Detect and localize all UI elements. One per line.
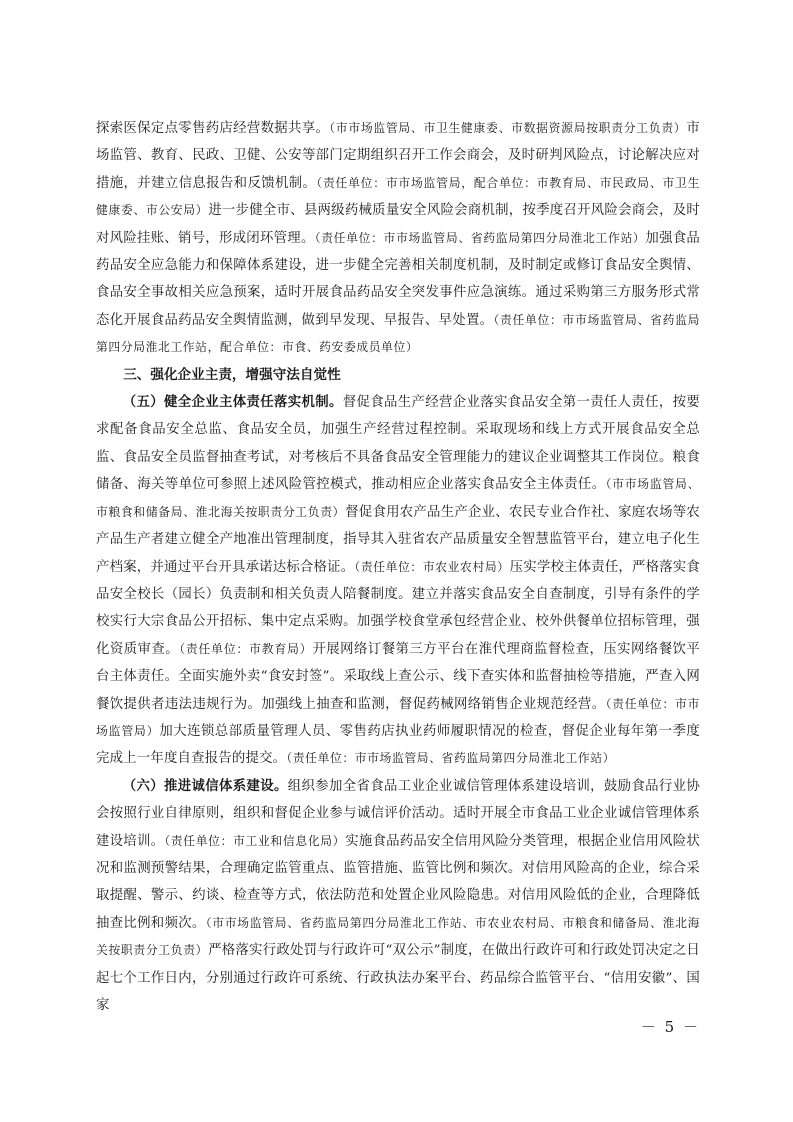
document-body (96, 115, 700, 1019)
paragraph-subsection-6: （六）推进诚信体系建设。组织参加全省食品工业企业诚信管理体系建设培训，鼓励食品行业协会按照行业自律原则，组织和督促企业参与诚信评价活动。适时开展全市食品工业企业诚信管理体系建设培训。（责任单位：市工业和信息化局）实施食品药品安全信用风险分类管理，根据企业信用风险状况和监测预警结果，合理确定监管重点、监管措施、监管比例和频次。对信用风险高的企业，综合采取提醒、警示、约谈、检查等方式，依法防范和处置企业风险隐患。对信用风险低的企业，合理降低抽查比例和频次。（市市场监管局、省药监局第四分局淮北工作站、市农业农村局、市粮食和储备局、淮北海关按职责分工负责）严格落实行政处罚与行政许可“双公示”制度，在做出行政许可和行政处罚决定之日起七个工作日内，分别通过行政许可系统、行政执法办案平台、药品综合监管平台、“信用安徽”、国家 (96, 777, 701, 1013)
subsection-title: （六）推进诚信体系建设。 (122, 777, 288, 794)
section-heading: 三、强化企业主责，增强守法自觉性 (123, 366, 341, 383)
paragraph-continuation: 探索医保定点零售药店经营数据共享。（市市场监管局、市卫生健康委、市数据资源局按职责分工负责）市场监管、教育、民政、卫健、公安等部门定期组织召开工作会商会，及时研判风险点，讨论解决应对措施，并建立信息报告和反馈机制。（责任单位：市市场监管局，配合单位：市教育局、市民政局、市卫生健康委、市公安局）进一步健全市、县两级药械质量安全风险会商机制，按季度召开风险会商会，及时对风险挂账、销号，形成闭环管理。（责任单位：市市场监管局、省药监局第四分局淮北工作站）加强食品药品安全应急能力和保障体系建设，进一步健全完善相关制度机制，及时制定或修订食品安全舆情、食品安全事故相关应急预案，适时开展食品药品安全突发事件应急演练。通过采购第三方服务形式常态化开展食品药品安全舆情监测，做到早发现、早报告、早处置。（责任单位：市市场监管局、省药监局第四分局淮北工作站，配合单位：市食、药安委成员单位） (96, 121, 700, 355)
paragraph-subsection-5: （五）健全企业主体责任落实机制。督促食品生产经营企业落实食品安全第一责任人责任，按要求配备食品安全总监、食品安全员，加强生产经营过程控制。采取现场和线上方式开展食品安全总监、食品安全员监督抽查考试，对考核后不具备食品安全管理能力的建议企业调整其工作岗位。粮食储备、海关等单位可参照上述风险管控模式，推动相应企业落实食品安全主体责任。（市市场监管局、市粮食和储备局、淮北海关按职责分工负责）督促食用农产品生产企业、农民专业合作社、家庭农场等农产品生产者建立健全产地准出管理制度，指导其入驻省农产品质量安全智慧监管平台，建立电子化生产档案，并通过平台开具承诺达标合格证。（责任单位：市农业农村局）压实学校主体责任，严格落实食品安全校长（园长）负责制和相关负责人陪餐制度。建立并落实食品安全自查制度，引导有条件的学校实行大宗食品公开招标、集中定点采购。加强学校食堂承包经营企业、校外供餐单位招标管理，强化资质审查。（责任单位：市教育局）开展网络订餐第三方平台在淮代理商监督检查，压实网络餐饮平台主体责任。全面实施外卖“食安封签”。采取线上查公示、线下查实体和监督抽检等措施，严查入网餐饮提供者违法违规行为。加强线上抽查和监测，督促药械网络销售企业规范经营。（责任单位：市市场监管局）加大连锁总部质量管理人员、零售药店执业药师履职情况的检查，督促企业每年第一季度完成上一年度自查报告的提交。（责任单位：市市场监管局、省药监局第四分局淮北工作站） (96, 394, 701, 767)
page-number: － 5 － (640, 1018, 700, 1036)
subsection-title: （五）健全企业主体责任落实机制。 (122, 394, 343, 411)
